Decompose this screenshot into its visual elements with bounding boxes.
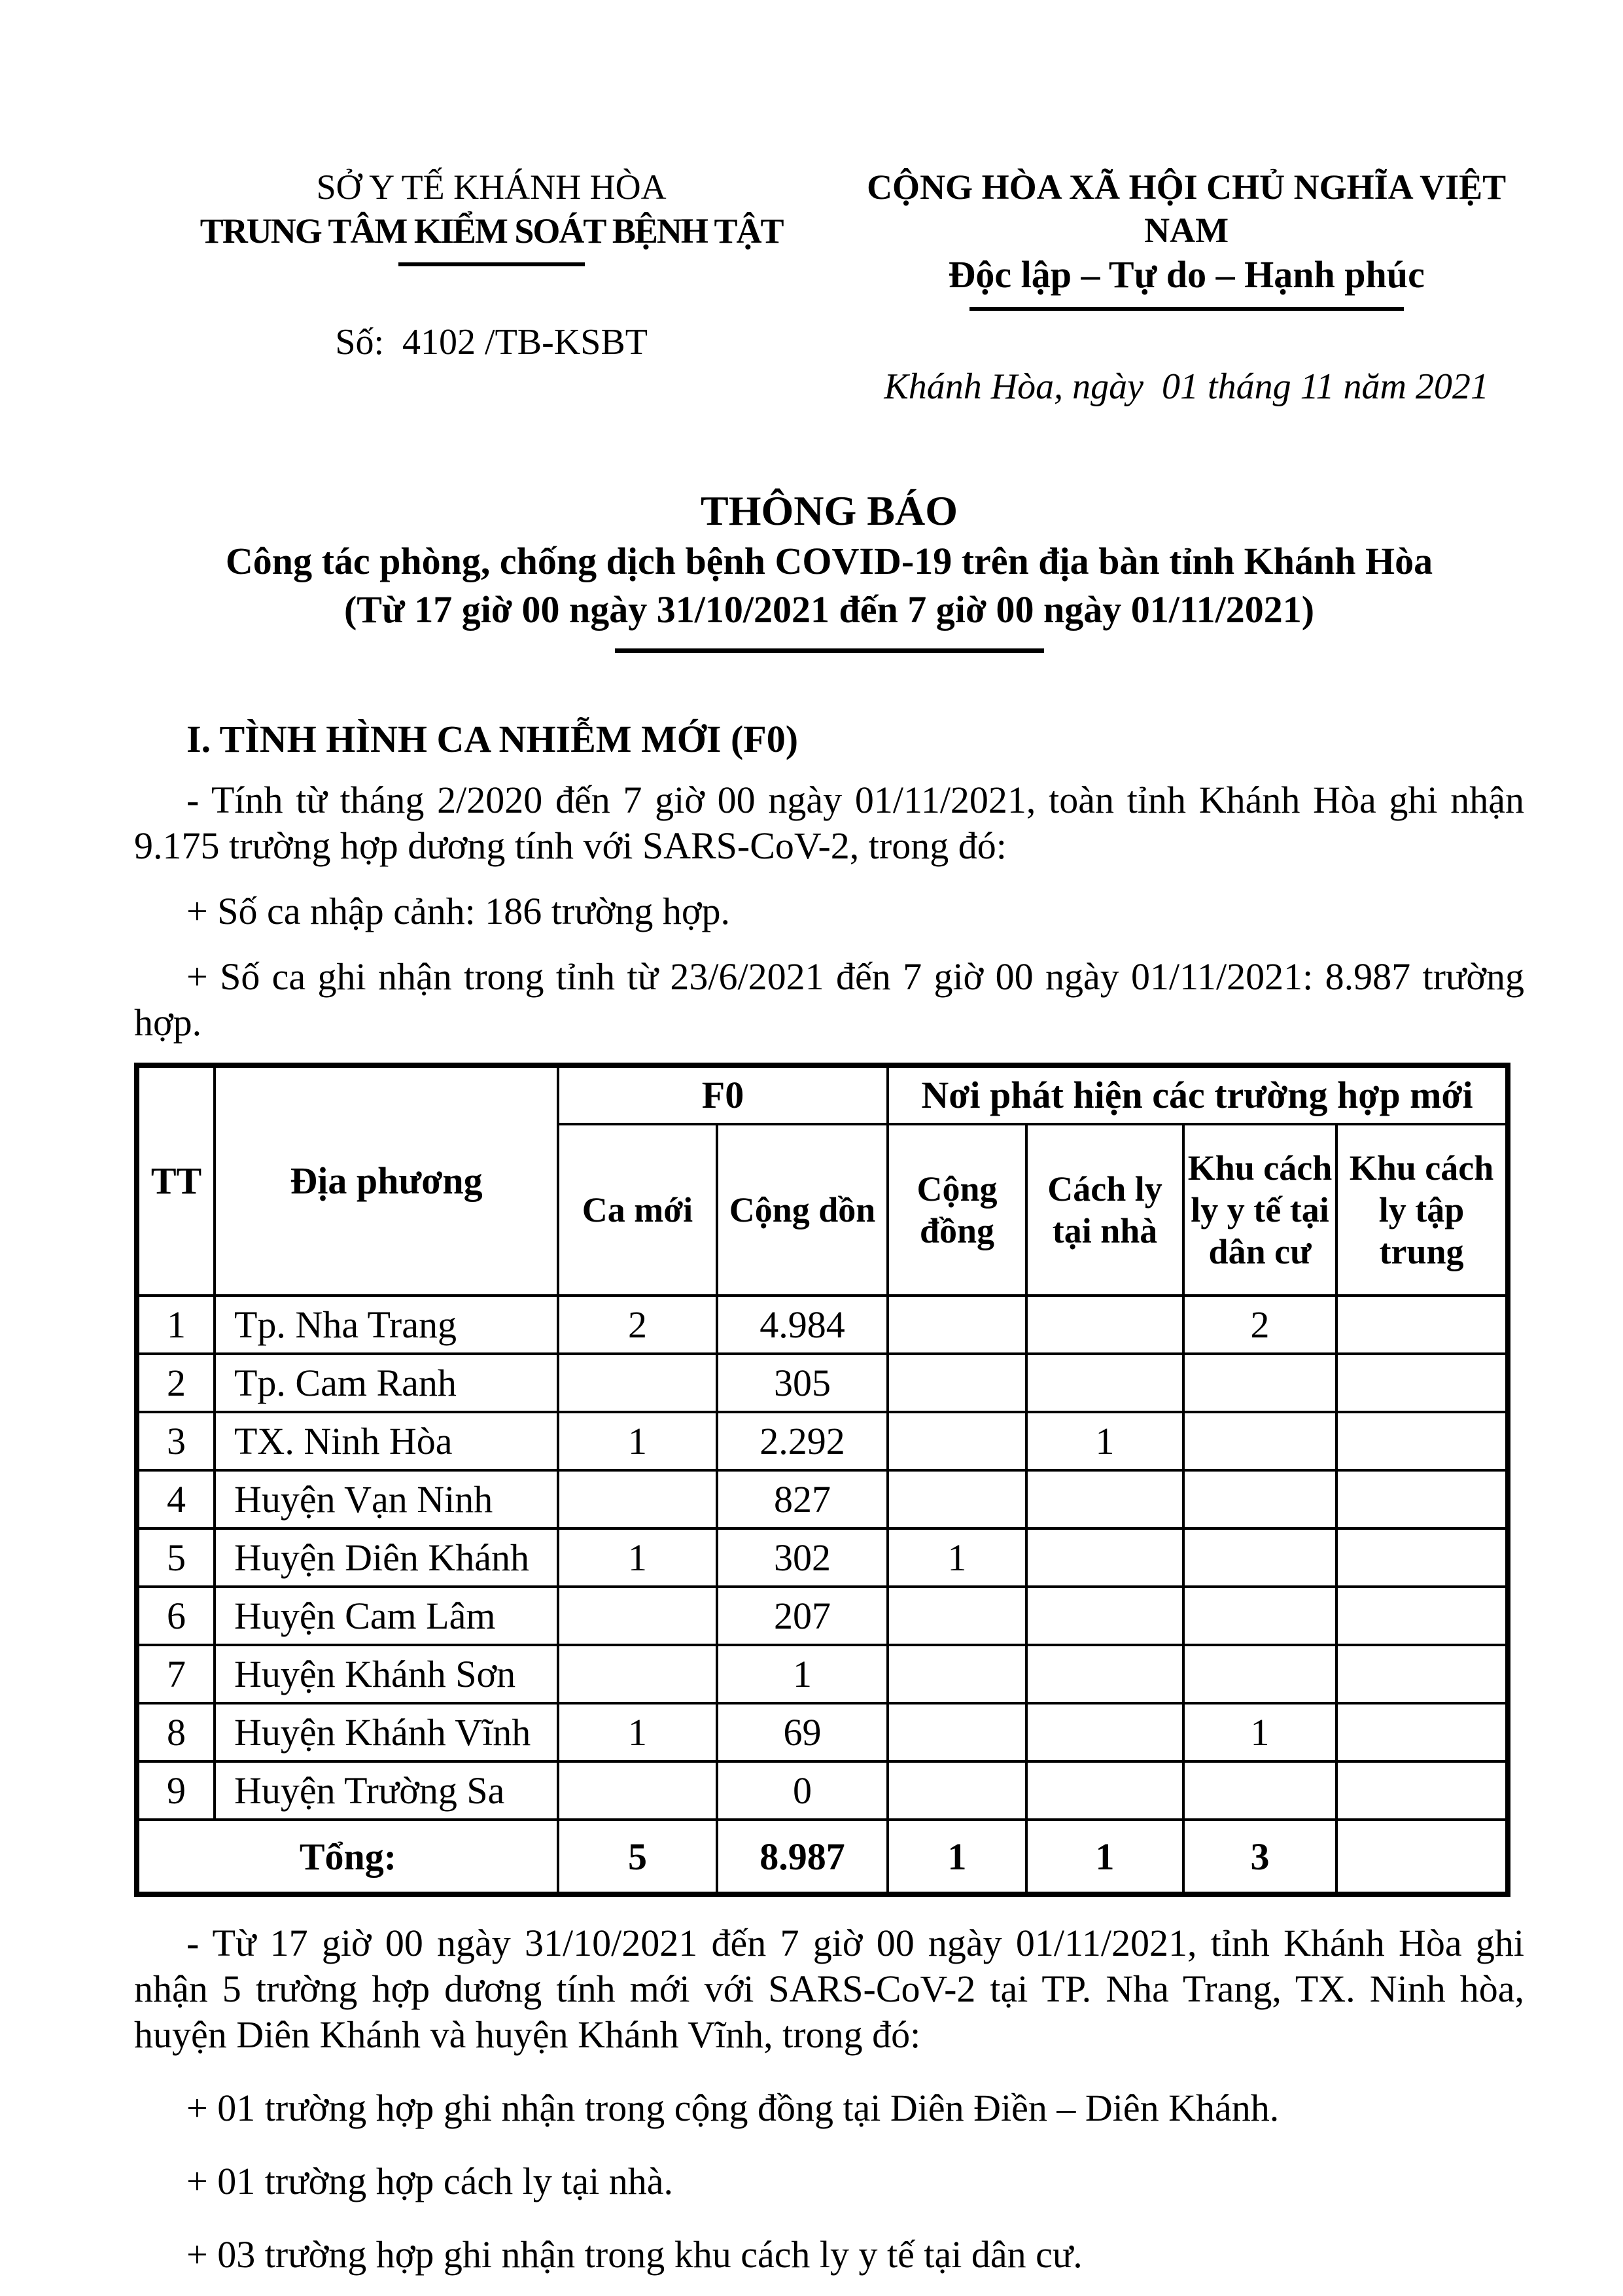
motto-line: Độc lập – Tự do – Hạnh phúc bbox=[948, 253, 1425, 296]
cell-cong-dong bbox=[888, 1412, 1026, 1470]
document-subtitle: Công tác phòng, chống dịch bệnh COVID-19 trên địa bàn tỉnh Khánh Hòa bbox=[225, 540, 1433, 582]
total-ca-moi: 5 bbox=[558, 1820, 717, 1894]
table-body bbox=[137, 1296, 1508, 1820]
cell-khu-tap-trung bbox=[1336, 1528, 1508, 1587]
cell-dia-phuong: Tp. Cam Ranh bbox=[215, 1354, 558, 1412]
col-header-ca-moi: Ca mới bbox=[558, 1124, 717, 1296]
total-cong-dong: 1 bbox=[888, 1820, 1026, 1894]
total-label: Tổng: bbox=[137, 1820, 558, 1894]
document-number: Số: 4102 /TB-KSBT bbox=[335, 322, 648, 362]
total-cach-ly-nha: 1 bbox=[1026, 1820, 1183, 1894]
section-1-heading: I. TÌNH HÌNH CA NHIỄM MỚI (F0) bbox=[186, 718, 799, 760]
cell-khu-y-te: 1 bbox=[1183, 1703, 1336, 1761]
col-header-cong-dong: Cộng đồng bbox=[888, 1124, 1026, 1296]
cell-ca-moi bbox=[558, 1587, 717, 1645]
cell-cach-ly-nha bbox=[1026, 1528, 1183, 1587]
cell-khu-y-te bbox=[1183, 1528, 1336, 1587]
table-header bbox=[137, 1065, 1508, 1296]
cell-dia-phuong: Huyện Vạn Ninh bbox=[215, 1470, 558, 1528]
table-row bbox=[137, 1354, 1508, 1412]
cell-cong-don: 302 bbox=[717, 1528, 888, 1587]
document-title: THÔNG BÁO bbox=[701, 487, 958, 534]
cell-cong-don: 4.984 bbox=[717, 1296, 888, 1354]
table-row bbox=[137, 1470, 1508, 1528]
cell-cach-ly-nha bbox=[1026, 1645, 1183, 1703]
cell-cong-don: 2.292 bbox=[717, 1412, 888, 1470]
cell-cach-ly-nha bbox=[1026, 1296, 1183, 1354]
col-header-khu-tap-trung: Khu cách ly tập trung bbox=[1336, 1124, 1508, 1296]
cell-khu-tap-trung bbox=[1336, 1645, 1508, 1703]
cell-cong-dong bbox=[888, 1761, 1026, 1820]
cell-khu-y-te bbox=[1183, 1354, 1336, 1412]
table-row bbox=[137, 1587, 1508, 1645]
agency-name: TRUNG TÂM KIỂM SOÁT BỆNH TẬT bbox=[200, 211, 783, 251]
section-1-bullet-1: + Số ca nhập cảnh: 186 trường hợp. bbox=[186, 890, 731, 932]
cell-tt: 5 bbox=[137, 1528, 215, 1587]
title-block bbox=[134, 485, 1524, 653]
cell-khu-y-te bbox=[1183, 1412, 1336, 1470]
cell-tt: 8 bbox=[137, 1703, 215, 1761]
cell-cong-dong bbox=[888, 1587, 1026, 1645]
cell-tt: 2 bbox=[137, 1354, 215, 1412]
f0-cases-table bbox=[134, 1063, 1510, 1897]
cell-cong-don: 1 bbox=[717, 1645, 888, 1703]
cell-dia-phuong: TX. Ninh Hòa bbox=[215, 1412, 558, 1470]
section-1b-bullet-1: + 01 trường hợp ghi nhận trong cộng đồng tại Diên Điền – Diên Khánh. bbox=[186, 2087, 1280, 2129]
cell-ca-moi bbox=[558, 1645, 717, 1703]
cell-cach-ly-nha: 1 bbox=[1026, 1412, 1183, 1470]
col-header-cach-ly-nha: Cách ly tại nhà bbox=[1026, 1124, 1183, 1296]
cell-cach-ly-nha bbox=[1026, 1587, 1183, 1645]
cell-cong-don: 69 bbox=[717, 1703, 888, 1761]
document-period: (Từ 17 giờ 00 ngày 31/10/2021 đến 7 giờ 00 ngày 01/11/2021) bbox=[343, 588, 1315, 631]
cell-cach-ly-nha bbox=[1026, 1354, 1183, 1412]
section-1b-bullet-3: + 03 trường hợp ghi nhận trong khu cách ly y tế tại dân cư. bbox=[186, 2233, 1083, 2276]
col-group-f0: F0 bbox=[558, 1065, 888, 1124]
cell-cong-don: 207 bbox=[717, 1587, 888, 1645]
cell-khu-y-te bbox=[1183, 1470, 1336, 1528]
table-row bbox=[137, 1761, 1508, 1820]
cell-khu-tap-trung bbox=[1336, 1587, 1508, 1645]
cell-cong-dong bbox=[888, 1645, 1026, 1703]
cell-ca-moi: 2 bbox=[558, 1296, 717, 1354]
cell-khu-tap-trung bbox=[1336, 1412, 1508, 1470]
cell-khu-tap-trung bbox=[1336, 1296, 1508, 1354]
col-header-cong-don: Cộng dồn bbox=[717, 1124, 888, 1296]
total-khu-tap-trung bbox=[1336, 1820, 1508, 1894]
cell-tt: 4 bbox=[137, 1470, 215, 1528]
cell-cach-ly-nha bbox=[1026, 1470, 1183, 1528]
cell-cong-dong bbox=[888, 1703, 1026, 1761]
cell-khu-tap-trung bbox=[1336, 1470, 1508, 1528]
table-row bbox=[137, 1528, 1508, 1587]
cell-tt: 7 bbox=[137, 1645, 215, 1703]
cell-dia-phuong: Tp. Nha Trang bbox=[215, 1296, 558, 1354]
cell-khu-y-te bbox=[1183, 1761, 1336, 1820]
section-1-paragraph: - Tính từ tháng 2/2020 đến 7 giờ 00 ngày 01/11/2021, toàn tỉnh Khánh Hòa ghi nhận 9.175 trường hợp dương tính với SARS-CoV-2, trong đó: bbox=[134, 779, 1524, 867]
col-header-khu-y-te: Khu cách ly y tế tại dân cư bbox=[1183, 1124, 1336, 1296]
col-header-tt: TT bbox=[137, 1065, 215, 1296]
total-cong-don: 8.987 bbox=[717, 1820, 888, 1894]
title-underline bbox=[615, 648, 1044, 653]
cell-cong-dong: 1 bbox=[888, 1528, 1026, 1587]
section-1b-paragraph: - Từ 17 giờ 00 ngày 31/10/2021 đến 7 giờ 00 ngày 01/11/2021, tỉnh Khánh Hòa ghi nhận 5 trường hợp dương tính mới với SARS-CoV-2 tại TP. Nha Trang, TX. Ninh hòa, huyện Diên Khánh và huyện Khánh Vĩnh, trong đó: bbox=[134, 1922, 1524, 2056]
table-footer bbox=[137, 1820, 1508, 1894]
cell-ca-moi bbox=[558, 1354, 717, 1412]
cell-ca-moi: 1 bbox=[558, 1412, 717, 1470]
cell-cong-dong bbox=[888, 1354, 1026, 1412]
cell-cong-dong bbox=[888, 1470, 1026, 1528]
table-row bbox=[137, 1296, 1508, 1354]
document-header bbox=[134, 166, 1524, 408]
cell-khu-y-te bbox=[1183, 1587, 1336, 1645]
cell-cach-ly-nha bbox=[1026, 1703, 1183, 1761]
total-row bbox=[137, 1820, 1508, 1894]
cell-cach-ly-nha bbox=[1026, 1761, 1183, 1820]
cell-cong-don: 827 bbox=[717, 1470, 888, 1528]
table-row bbox=[137, 1645, 1508, 1703]
cell-ca-moi: 1 bbox=[558, 1703, 717, 1761]
cell-khu-tap-trung bbox=[1336, 1354, 1508, 1412]
cell-khu-tap-trung bbox=[1336, 1703, 1508, 1761]
cell-ca-moi bbox=[558, 1761, 717, 1820]
cell-tt: 6 bbox=[137, 1587, 215, 1645]
cell-tt: 1 bbox=[137, 1296, 215, 1354]
col-header-dia-phuong: Địa phương bbox=[215, 1065, 558, 1296]
cell-dia-phuong: Huyện Trường Sa bbox=[215, 1761, 558, 1820]
cell-cong-don: 0 bbox=[717, 1761, 888, 1820]
section-1-bullet-2: + Số ca ghi nhận trong tỉnh từ 23/6/2021 đến 7 giờ 00 ngày 01/11/2021: 8.987 trường hợp. bbox=[134, 955, 1524, 1044]
section-1b-bullet-2: + 01 trường hợp cách ly tại nhà. bbox=[186, 2160, 673, 2202]
cell-khu-y-te bbox=[1183, 1645, 1336, 1703]
cell-khu-tap-trung bbox=[1336, 1761, 1508, 1820]
table-row bbox=[137, 1412, 1508, 1470]
cell-dia-phuong: Huyện Cam Lâm bbox=[215, 1587, 558, 1645]
cell-khu-y-te: 2 bbox=[1183, 1296, 1336, 1354]
cell-tt: 9 bbox=[137, 1761, 215, 1820]
cell-ca-moi: 1 bbox=[558, 1528, 717, 1587]
place-date-line: Khánh Hòa, ngày 01 tháng 11 năm 2021 bbox=[884, 366, 1489, 407]
table-row bbox=[137, 1703, 1508, 1761]
agency-underline bbox=[398, 262, 585, 266]
cell-dia-phuong: Huyện Khánh Sơn bbox=[215, 1645, 558, 1703]
republic-title: CỘNG HÒA XÃ HỘI CHỦ NGHĨA VIỆT NAM bbox=[867, 168, 1507, 250]
cell-tt: 3 bbox=[137, 1412, 215, 1470]
motto-underline bbox=[969, 307, 1404, 311]
issuing-agency-block bbox=[134, 166, 848, 363]
total-khu-y-te: 3 bbox=[1183, 1820, 1336, 1894]
national-motto-block bbox=[848, 166, 1524, 408]
cell-dia-phuong: Huyện Diên Khánh bbox=[215, 1528, 558, 1587]
col-group-noi-phat-hien: Nơi phát hiện các trường hợp mới bbox=[888, 1065, 1508, 1124]
cell-ca-moi bbox=[558, 1470, 717, 1528]
cell-dia-phuong: Huyện Khánh Vĩnh bbox=[215, 1703, 558, 1761]
cell-cong-don: 305 bbox=[717, 1354, 888, 1412]
cell-cong-dong bbox=[888, 1296, 1026, 1354]
agency-parent-name: SỞ Y TẾ KHÁNH HÒA bbox=[316, 168, 667, 207]
